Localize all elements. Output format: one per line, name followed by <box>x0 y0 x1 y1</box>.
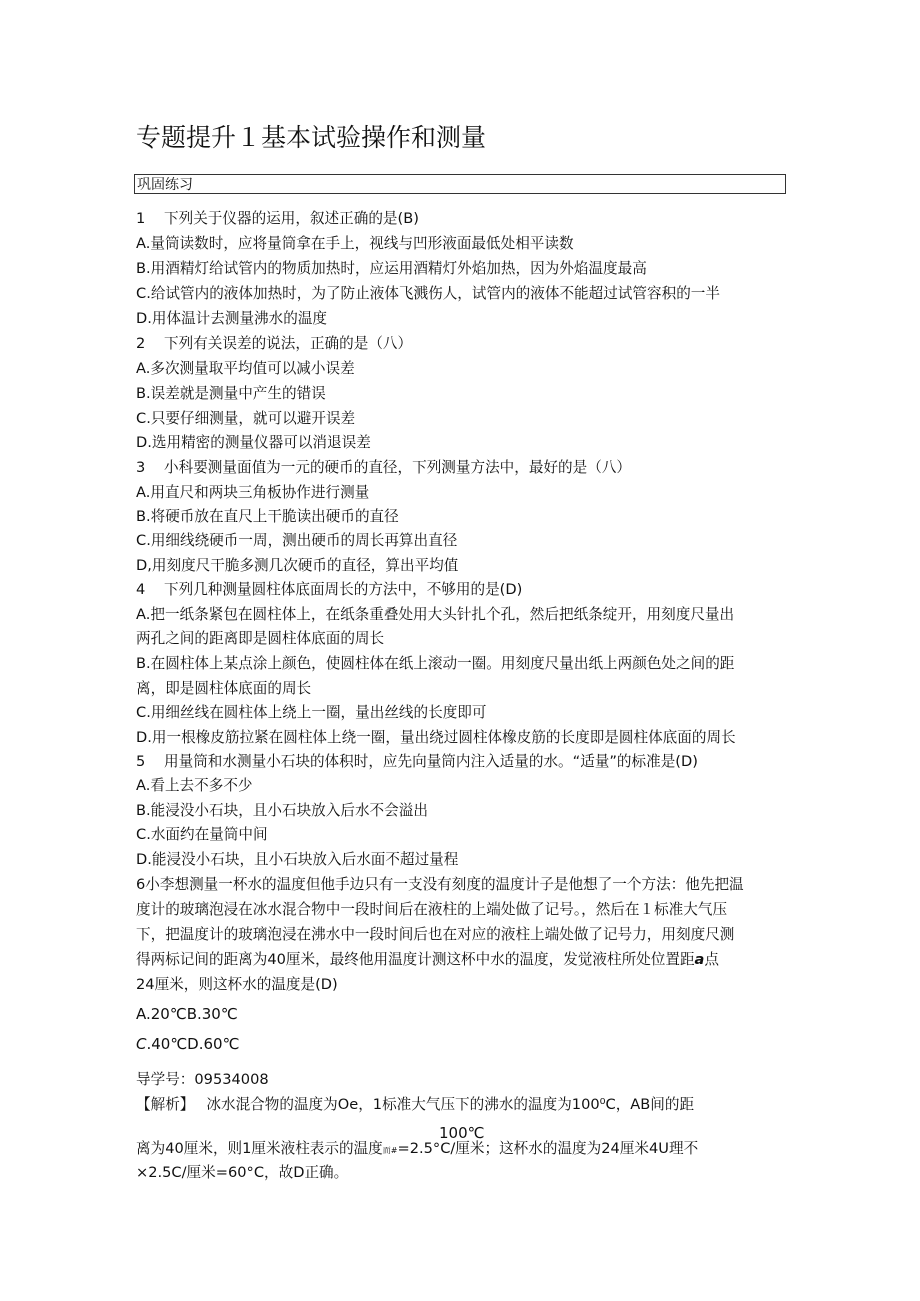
q1-option-b: B.用酒精灯给试管内的物质加热时，应运用酒精灯外焰加热，因为外焰温度最高 <box>136 260 647 277</box>
q6-line-3: 下，把温度计的玻璃泡浸在沸水中一段时间后也在对应的液柱上端处做了记号力，用刻度尺测 <box>136 926 735 943</box>
q4-option-b-cont: 离，即是圆柱体底面的周长 <box>136 680 312 697</box>
q6-options-cd: C.40℃D.60℃ <box>136 1035 240 1053</box>
q6-line-1: 6小李想测量一杯水的温度但他手边只有一支没有刻度的温度计子是他想了一个方法：他先把温 <box>136 876 744 893</box>
q6-line-5: 24厘米，则这杯水的温度是(D) <box>136 976 338 993</box>
analysis-line-1: 【解析】 冰水混合物的温度为Oe，1标准大气压下的沸水的温度为100⁰C，AB间的距 <box>136 1096 695 1113</box>
q6-line-4: 得两标记间的距离为40厘米，最终他用温度计测这杯中水的温度，发觉液柱所处位置距a点 <box>136 951 720 968</box>
page-title: 专题提升１基本试验操作和测量 <box>136 123 487 152</box>
question-3-stem: 3 小科要测量面值为一元的硬币的直径，下列测量方法中，最好的是（八） <box>136 459 632 476</box>
q5-option-b: B.能浸没小石块，且小石块放入后水不会溢出 <box>136 802 428 819</box>
guide-number: 导学号：09534008 <box>136 1071 269 1088</box>
q3-option-d: D,用刻度尺干脆多测几次硬币的直径，算出平均值 <box>136 557 459 574</box>
analysis-label: 【解析】 <box>136 1096 195 1113</box>
analysis-line-2: 离为40厘米，则1厘米液柱表示的温度而#=2.5°C/厘米；这杯水的温度为24厘米4U理不 <box>136 1140 699 1157</box>
q5-option-c: C.水面约在量筒中间 <box>136 826 268 843</box>
option-c-letter: C <box>136 1035 147 1053</box>
question-number: 1 <box>136 210 146 227</box>
garbled-fraction-denominator: 而# <box>382 1146 398 1155</box>
question-number: 5 <box>136 753 146 770</box>
q4-option-b: B.在圆柱体上某点涂上颜色，使圆柱体在纸上滚动一圈。用刻度尺量出纸上两颜色处之间的距 <box>136 655 735 672</box>
question-number: 2 <box>136 335 146 352</box>
q1-option-a: A.量筒读数时，应将量筒拿在手上，视线与凹形液面最低处相平读数 <box>136 235 574 252</box>
q2-option-a: A.多次测量取平均值可以减小误差 <box>136 360 355 377</box>
q2-option-b: B.误差就是测量中产生的错误 <box>136 385 326 402</box>
analysis-line-3: ×2.5C/厘米=60°C，故D正确。 <box>136 1164 349 1181</box>
question-1-stem: 1 下列关于仪器的运用，叙述正确的是(B) <box>136 210 419 227</box>
q1-option-c: C.给试管内的液体加热时，为了防止液体飞溅伤人，试管内的液体不能超过试管容积的一半 <box>136 285 720 302</box>
fraction-numerator: 100℃ <box>439 1124 485 1142</box>
q2-option-d: D.选用精密的测量仪器可以消退误差 <box>136 434 371 451</box>
question-number: 3 <box>136 459 146 476</box>
q4-option-a-cont: 两孔之间的距离即是圆柱体底面的周长 <box>136 630 385 647</box>
section-header: 巩固练习 <box>134 174 786 194</box>
q6-line-2: 度计的玻璃泡浸在冰水混合物中一段时间后在液柱的上端处做了记号。，然后在１标准大气压 <box>136 901 728 918</box>
q3-option-b: B.将硬币放在直尺上干脆读出硬币的直径 <box>136 508 399 525</box>
question-number: 4 <box>136 581 146 598</box>
q3-option-a: A.用直尺和两块三角板协作进行测量 <box>136 484 370 501</box>
question-4-stem: 4 下列几种测量圆柱体底面周长的方法中，不够用的是(D) <box>136 581 523 598</box>
question-5-stem: 5 用量筒和水测量小石块的体积时，应先向量筒内注入适量的水。“适量”的标准是(D) <box>136 753 698 770</box>
italic-point-a: a <box>694 951 705 968</box>
q4-option-c: C.用细丝线在圆柱体上绕上一圈，量出丝线的长度即可 <box>136 704 487 721</box>
q5-option-d: D.能浸没小石块，且小石块放入后水面不超过量程 <box>136 851 459 868</box>
q6-options-ab: A.20℃B.30℃ <box>136 1005 238 1023</box>
q2-option-c: C.只要仔细测量，就可以避开误差 <box>136 410 356 427</box>
question-2-stem: 2 下列有关误差的说法，正确的是（八） <box>136 335 413 352</box>
q4-option-d: D.用一根橡皮筋拉紧在圆柱体上绕一圈，量出绕过圆柱体橡皮筋的长度即是圆柱体底面的周长 <box>136 729 736 746</box>
q3-option-c: C.用细线绕硬币一周，测出硬币的周长再算出直径 <box>136 532 458 549</box>
q5-option-a: A.看上去不多不少 <box>136 777 253 794</box>
q1-option-d: D.用体温计去测量沸水的温度 <box>136 310 328 327</box>
q4-option-a: A.把一纸条紧包在圆柱体上，在纸条重叠处用大头针扎个孔，然后把纸条绽开，用刻度尺量出 <box>136 606 735 623</box>
